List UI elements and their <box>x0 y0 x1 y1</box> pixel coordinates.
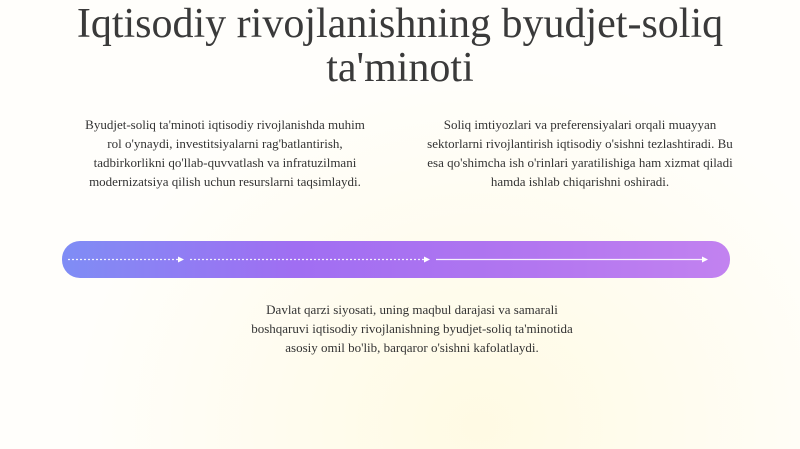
timeline-segment-3 <box>436 257 708 263</box>
slide-title: Iqtisodiy rivojlanishning byudjet-soliq ta'minoti <box>76 1 724 91</box>
timeline-segment-1 <box>68 257 184 263</box>
paragraph-left: Byudjet-soliq ta'minoti iqtisodiy rivojlanishda muhim rol o'ynaydi, investitsiyalarni rag'batlantirish, tadbirkorlikni qo'llab-quvvatlash va infratuzilmani modernizatsiya qilish uchun resurslarni taqsimlaydi. <box>85 117 365 189</box>
paragraph-right: Soliq imtiyozlari va preferensiyalari orqali muayyan sektorlarni rivojlantirish iqtisodiy o'sishni tezlashtiradi. Bu esa qo'shimcha ish o'rinlari yaratilishiga ham xizmat qiladi hamda ishlab chiqarishni oshiradi. <box>427 117 733 189</box>
paragraph-bottom: Davlat qarzi siyosati, uning maqbul darajasi va samarali boshqaruvi iqtisodiy rivojlanishning byudjet-soliq ta'minotida asosiy omil bo'lib, barqaror o'sishni kafolatlaydi. <box>251 302 573 355</box>
arrow-head-icon <box>702 257 708 263</box>
timeline-bar <box>62 241 730 278</box>
arrow-head-icon <box>178 257 184 263</box>
timeline-arrows <box>62 241 730 278</box>
arrow-head-icon <box>424 257 430 263</box>
timeline-segment-2 <box>190 257 430 263</box>
